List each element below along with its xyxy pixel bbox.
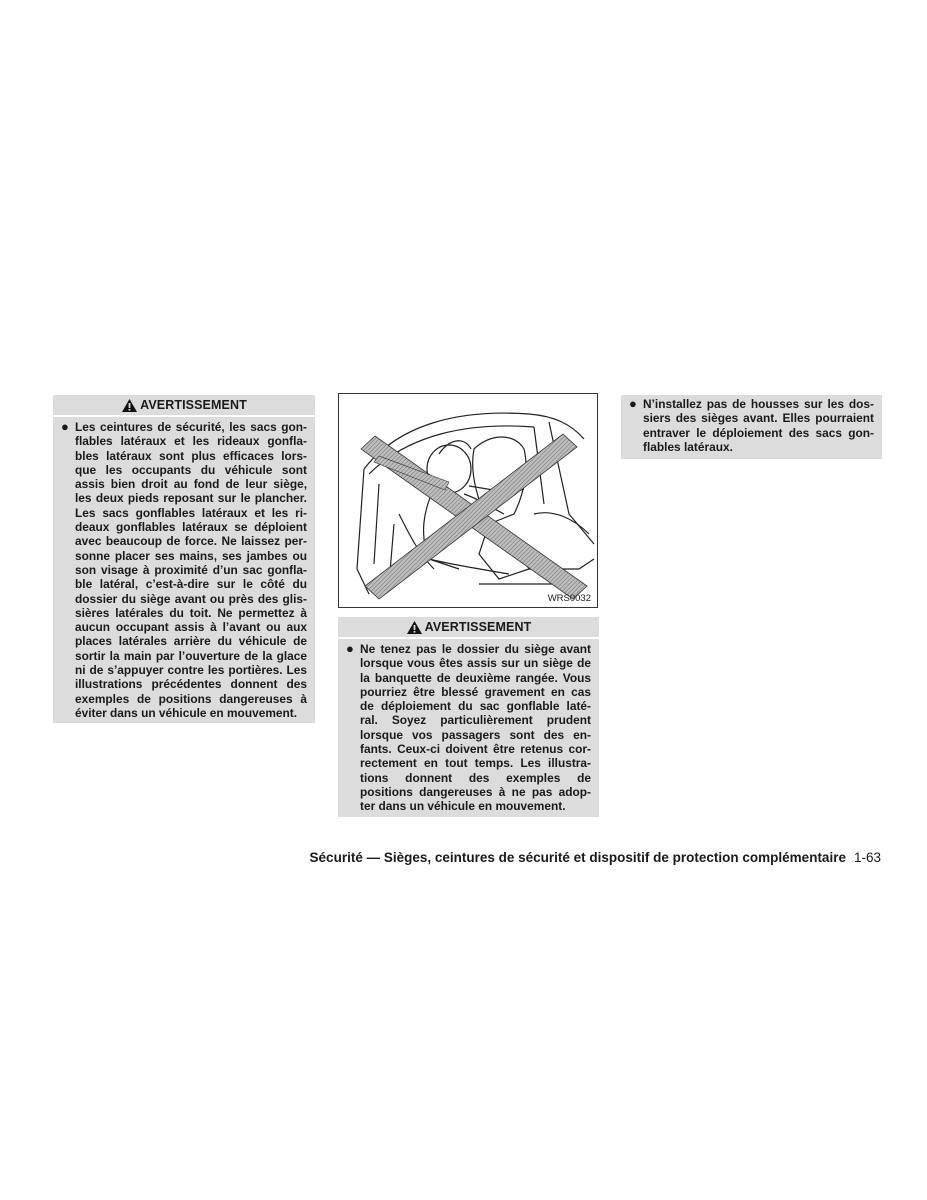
warning-box-side-airbags xyxy=(53,395,315,723)
warning-text-line: Les ceintures de sécurité, les sacs gon- xyxy=(75,420,307,434)
warning-text-line: de déploiement du sac gonflable laté- xyxy=(360,699,591,714)
warning-text-line: rectement en tout temps. Les illustra- xyxy=(360,756,591,771)
warning-triangle-icon xyxy=(406,620,423,635)
warning-text-line: exemples de positions dangereuses à xyxy=(75,691,307,706)
warning-box-seat-covers xyxy=(621,395,882,459)
warning-text-line: la banquette de deuxième rangée. Vous xyxy=(360,670,591,685)
warning-text-line: places latérales arrière du véhicule de xyxy=(75,634,307,649)
warning-text-line: illustrations précédentes donnent des xyxy=(75,677,307,692)
illustration-wrong-seating-position xyxy=(338,393,598,608)
warning-text-line: aucun occupant assis à l’avant ou aux xyxy=(75,620,307,635)
warning-text xyxy=(360,642,591,814)
figure-code: WRS0032 xyxy=(547,593,591,604)
warning-text-line: bles latéraux sont plus efficaces lors- xyxy=(75,448,307,463)
warning-text xyxy=(75,420,307,720)
warning-text-line: flables latéraux et les rideaux gonfla- xyxy=(75,434,307,449)
warning-text-line: assis bien droit au fond de leur siège, xyxy=(75,477,307,492)
warning-text-line: positions dangereuses à ne pas adop- xyxy=(360,784,591,799)
warning-text-line: avec beaucoup de force. Ne laissez per- xyxy=(75,534,307,549)
warning-text-line: Les sacs gonflables latéraux et les ri- xyxy=(75,505,307,520)
warning-text-line: sières latérales du toit. Ne permettez à xyxy=(75,605,307,620)
warning-text-line: ter dans un véhicule en mouvement. xyxy=(360,799,566,814)
section-title: Sécurité — Sièges, ceintures de sécurité et dispositif de protection complémentaire xyxy=(309,850,846,865)
warning-item xyxy=(346,642,591,814)
warning-title: AVERTISSEMENT xyxy=(424,620,532,634)
warning-text-line: ral. Soyez particulièrement prudent xyxy=(360,713,591,728)
warning-text-line: les deux pieds reposant sur le plancher. xyxy=(75,491,307,506)
warning-header xyxy=(53,395,315,417)
warning-text-line: entraver le déploiement des sacs gon- xyxy=(643,425,874,440)
warning-text-line: sortir la main par l’ouverture de la glace xyxy=(75,648,307,663)
bullet-dot-icon: ● xyxy=(629,396,637,411)
warning-text-line: tions donnent des exemples de xyxy=(360,770,591,785)
warning-text-line: N’installez pas de housses sur les dos- xyxy=(643,397,874,411)
warning-text-line: que les occupants du véhicule sont xyxy=(75,462,307,477)
warning-text-line: sonne placer ses mains, ses jambes ou xyxy=(75,548,307,563)
warning-triangle-icon xyxy=(121,398,138,413)
warning-text xyxy=(643,397,874,454)
warning-text-line: dossier du siège avant ou près des glis- xyxy=(75,591,307,606)
page-number: 1-63 xyxy=(853,850,881,865)
warning-text-line: siers des sièges avant. Elles pourraient xyxy=(643,411,874,426)
warning-text-line: ni de s’appuyer contre les portières. Les xyxy=(75,663,307,678)
warning-header xyxy=(338,617,599,639)
warning-title: AVERTISSEMENT xyxy=(140,398,247,412)
warning-text-line: son visage à proximité d’un sac gonfla- xyxy=(75,562,307,577)
warning-text-line: ble latéral, c’est-à-dire sur le côté du xyxy=(75,577,307,592)
bullet-dot-icon: ● xyxy=(61,419,69,434)
warning-text-line: Ne tenez pas le dossier du siège avant xyxy=(360,642,591,656)
warning-text-line: pourriez être blessé gravement en cas xyxy=(360,684,591,699)
warning-text-line: deaux gonflables latéraux se déploient xyxy=(75,520,307,535)
warning-text-line: éviter dans un véhicule en mouvement. xyxy=(75,705,298,720)
warning-text-line: flables latéraux. xyxy=(643,439,733,454)
warning-item xyxy=(61,420,307,720)
vehicle-interior-illustration xyxy=(339,394,598,608)
warning-text-line: lorsque vos passagers sont des en- xyxy=(360,727,591,742)
warning-text-line: lorsque vous êtes assis sur un siège de xyxy=(360,656,591,671)
page-footer xyxy=(250,850,881,865)
warning-text-line: fants. Ceux-ci doivent être retenus cor- xyxy=(360,742,591,757)
warning-item xyxy=(629,397,874,454)
bullet-dot-icon: ● xyxy=(346,641,354,656)
warning-box-seatback xyxy=(338,617,599,817)
